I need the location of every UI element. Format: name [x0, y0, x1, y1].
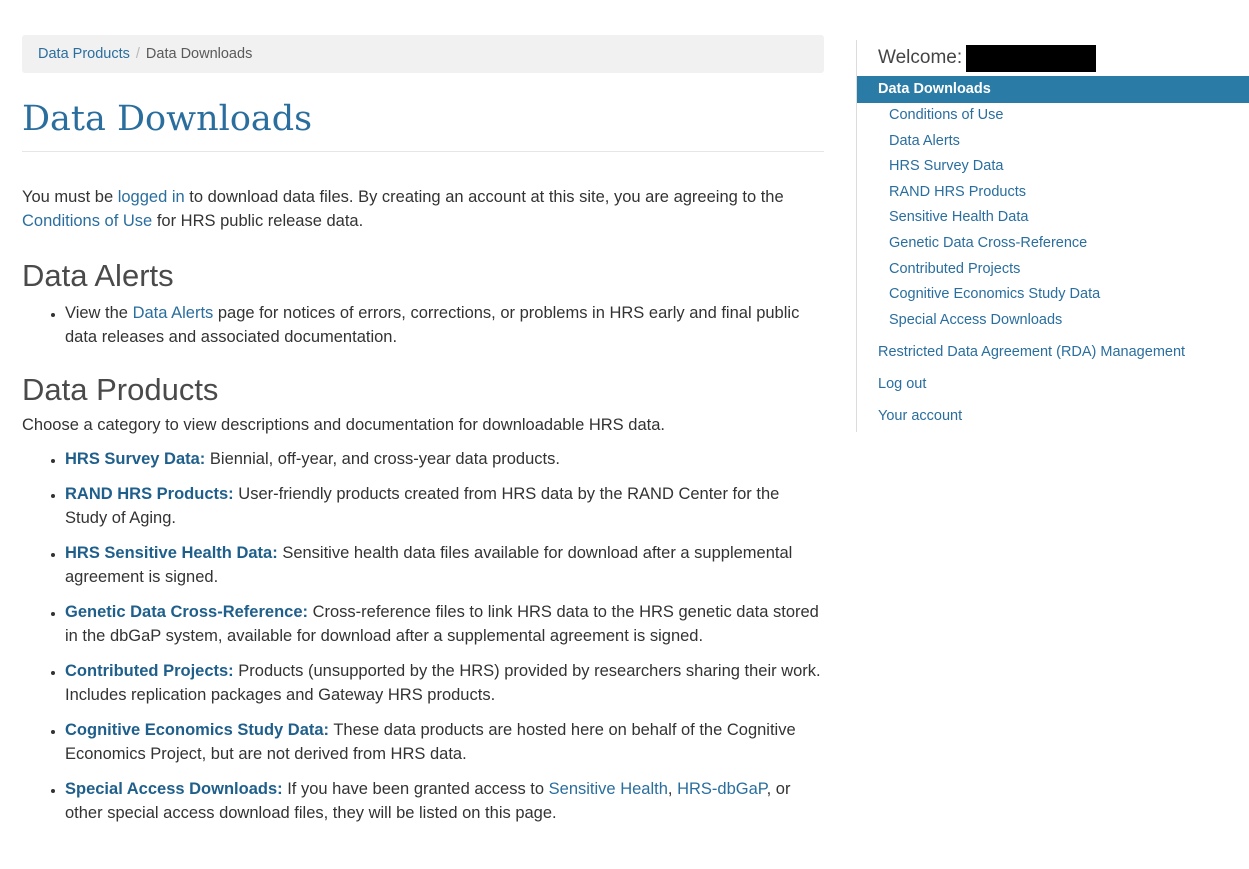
list-item [65, 600, 824, 648]
sidebar-link[interactable]: Conditions of Use [889, 107, 1004, 123]
breadcrumb [22, 35, 824, 73]
sidebar-item-contributed-projects[interactable] [857, 257, 1249, 283]
sidebar-link[interactable]: Your account [878, 408, 963, 425]
intro-paragraph [22, 185, 824, 233]
sidebar-subnav [857, 103, 1249, 333]
conditions-of-use-link[interactable]: Conditions of Use [22, 212, 153, 230]
breadcrumb-current: Data Downloads [145, 46, 253, 62]
item-desc: Biennial, off-year, and cross-year data products. [205, 450, 560, 468]
rand-hrs-products-link[interactable]: RAND HRS Products: [65, 485, 234, 503]
comma-text: , [667, 780, 678, 798]
sidebar-link[interactable]: Cognitive Economics Study Data [889, 286, 1101, 303]
sidebar-item-rda-management[interactable] [857, 336, 1249, 368]
sidebar-link[interactable]: Sensitive Health Data [889, 209, 1029, 226]
sidebar-item-data-alerts[interactable] [857, 129, 1249, 155]
redacted-username [966, 45, 1096, 72]
sidebar-topnav [857, 336, 1249, 432]
hrs-survey-data-link[interactable]: HRS Survey Data: [65, 450, 206, 468]
welcome-label: Welcome: [878, 47, 963, 68]
sidebar-link[interactable]: Data Alerts [889, 132, 960, 149]
list-item [65, 541, 824, 589]
sidebar-item-sensitive-health-data[interactable] [857, 205, 1249, 231]
sidebar [856, 40, 1249, 432]
sidebar-item-genetic-data-cross-reference[interactable] [857, 231, 1249, 257]
item-desc: Sensitive health data files available for download after a supplemental agreement is signed. [65, 544, 793, 586]
special-access-downloads-link[interactable]: Special Access Downloads: [65, 780, 283, 798]
sidebar-item-data-downloads[interactable]: Data Downloads [857, 76, 1249, 103]
intro-text-2: to download data files. By creating an account at this site, you are agreeing to the [184, 188, 784, 206]
item-desc: Products (unsupported by the HRS) provided by researchers sharing their work. Includes replication packages and Gateway HRS products. [65, 662, 821, 704]
item-desc: Cross-reference files to link HRS data to the HRS genetic data stored in the dbGaP system, available for download after a supplemental agreement is signed. [65, 603, 819, 645]
sidebar-link[interactable]: HRS Survey Data [889, 158, 1004, 175]
list-item [65, 447, 824, 471]
breadcrumb-separator: / [135, 46, 140, 62]
logged-in-link[interactable]: logged in [117, 188, 185, 206]
sidebar-item-cognitive-economics[interactable] [857, 282, 1249, 308]
sidebar-item-hrs-survey-data[interactable] [857, 154, 1249, 180]
sidebar-link[interactable]: RAND HRS Products [889, 183, 1026, 200]
genetic-data-cross-reference-link[interactable]: Genetic Data Cross-Reference: [65, 603, 309, 621]
item-desc: User-friendly products created from HRS data by the RAND Center for the Study of Aging. [65, 485, 780, 527]
welcome-message [857, 40, 1249, 76]
sidebar-item-log-out[interactable] [857, 368, 1249, 400]
list-item [65, 777, 824, 825]
data-products-list [22, 447, 824, 825]
data-products-heading: Data Products [22, 372, 219, 407]
sidebar-link[interactable]: Contributed Projects [889, 260, 1021, 277]
hrs-sensitive-health-data-link[interactable]: HRS Sensitive Health Data: [65, 544, 278, 562]
list-item [65, 659, 824, 707]
sensitive-health-link[interactable]: Sensitive Health [548, 780, 668, 798]
data-alerts-list [22, 301, 824, 349]
breadcrumb-data-products[interactable]: Data Products [38, 46, 130, 62]
data-alerts-item [65, 301, 824, 349]
sidebar-link[interactable]: Special Access Downloads [889, 311, 1063, 328]
list-item [65, 718, 824, 766]
data-alerts-heading: Data Alerts [22, 258, 174, 293]
data-products-intro: Choose a category to view descriptions and documentation for downloadable HRS data. [22, 416, 665, 434]
sidebar-item-conditions-of-use[interactable] [857, 103, 1249, 129]
item-desc: These data products are hosted here on behalf of the Cognitive Economics Project, but are not derived from HRS data. [65, 721, 796, 763]
data-alerts-text-1: View the [65, 304, 133, 322]
sidebar-link[interactable]: Log out [878, 376, 927, 393]
sidebar-link[interactable]: Restricted Data Agreement (RDA) Management [878, 344, 1186, 361]
item-desc-end: , or other special access download files, they will be listed on this page. [65, 780, 791, 822]
data-alerts-text-2: page for notices of errors, corrections, or problems in HRS early and final public data releases and associated documentation. [65, 304, 800, 346]
cognitive-economics-study-data-link[interactable]: Cognitive Economics Study Data: [65, 721, 330, 739]
sidebar-link[interactable]: Genetic Data Cross-Reference [889, 234, 1088, 251]
sidebar-item-special-access-downloads[interactable] [857, 308, 1249, 334]
main-content [22, 35, 824, 836]
list-item [65, 482, 824, 530]
page-title: Data Downloads [22, 97, 824, 152]
intro-text-3: for HRS public release data. [152, 212, 364, 230]
sidebar-item-your-account[interactable] [857, 400, 1249, 432]
intro-text-1: You must be [22, 188, 118, 206]
data-alerts-link[interactable]: Data Alerts [132, 304, 214, 322]
item-desc: If you have been granted access to [282, 780, 549, 798]
contributed-projects-link[interactable]: Contributed Projects: [65, 662, 234, 680]
hrs-dbgap-link[interactable]: HRS-dbGaP [677, 780, 767, 798]
sidebar-item-rand-hrs-products[interactable] [857, 180, 1249, 206]
